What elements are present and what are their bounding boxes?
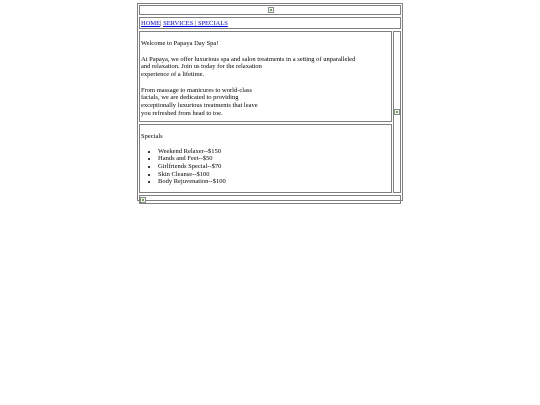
side-image-cell (393, 31, 401, 193)
specials-cell (139, 124, 392, 193)
welcome-text: Welcome to Papaya Day Spa! (141, 40, 219, 47)
broken-image-icon (394, 109, 400, 115)
nav-separator: | (194, 20, 197, 27)
intro-p1-line1: At Papaya, we offer luxurious spa and salon treatments in a setting of unparalleled (141, 55, 356, 63)
header-image-cell (139, 5, 401, 15)
page-layout-table (137, 3, 403, 201)
nav-link-services[interactable] (163, 20, 228, 27)
list-item: • Weekend Relaxer--$150 (158, 148, 390, 156)
specials-list (141, 148, 390, 186)
intro-p1-line3: experience of a lifetime. (141, 70, 205, 78)
footer-image-cell (139, 195, 401, 204)
nav-link-services-label: SERVICES (163, 20, 194, 27)
intro-paragraph-1 (141, 56, 390, 79)
intro-p1-line2: and relaxation. Join us today for the relaxation (141, 63, 262, 71)
nav-bar (139, 17, 401, 29)
intro-p2-line3: exceptionally luxurious treatments that leave (141, 101, 258, 109)
specials-heading: Specials (141, 133, 163, 140)
list-item: • Girlfriends Special--$70 (158, 163, 390, 171)
nav-link-specials-label: SPECIALS (197, 20, 228, 27)
intro-content-cell (139, 31, 392, 122)
list-item: • Hands and Feet--$50 (158, 155, 390, 163)
intro-p2-line2: facials, we are dedicated to providing (141, 94, 239, 102)
intro-p2-line1: From massage to manicures to world-class (141, 86, 253, 94)
intro-p2-line4: you refreshed from head to toe. (141, 109, 223, 117)
intro-paragraph-2 (141, 87, 390, 118)
broken-image-icon (268, 7, 274, 13)
list-item: • Body Rejuvenation--$100 (158, 178, 390, 186)
nav-separator: | (160, 20, 162, 27)
list-item: • Skin Cleanse--$100 (158, 171, 390, 179)
broken-image-icon (140, 197, 146, 203)
nav-link-home[interactable]: HOME (141, 20, 161, 27)
